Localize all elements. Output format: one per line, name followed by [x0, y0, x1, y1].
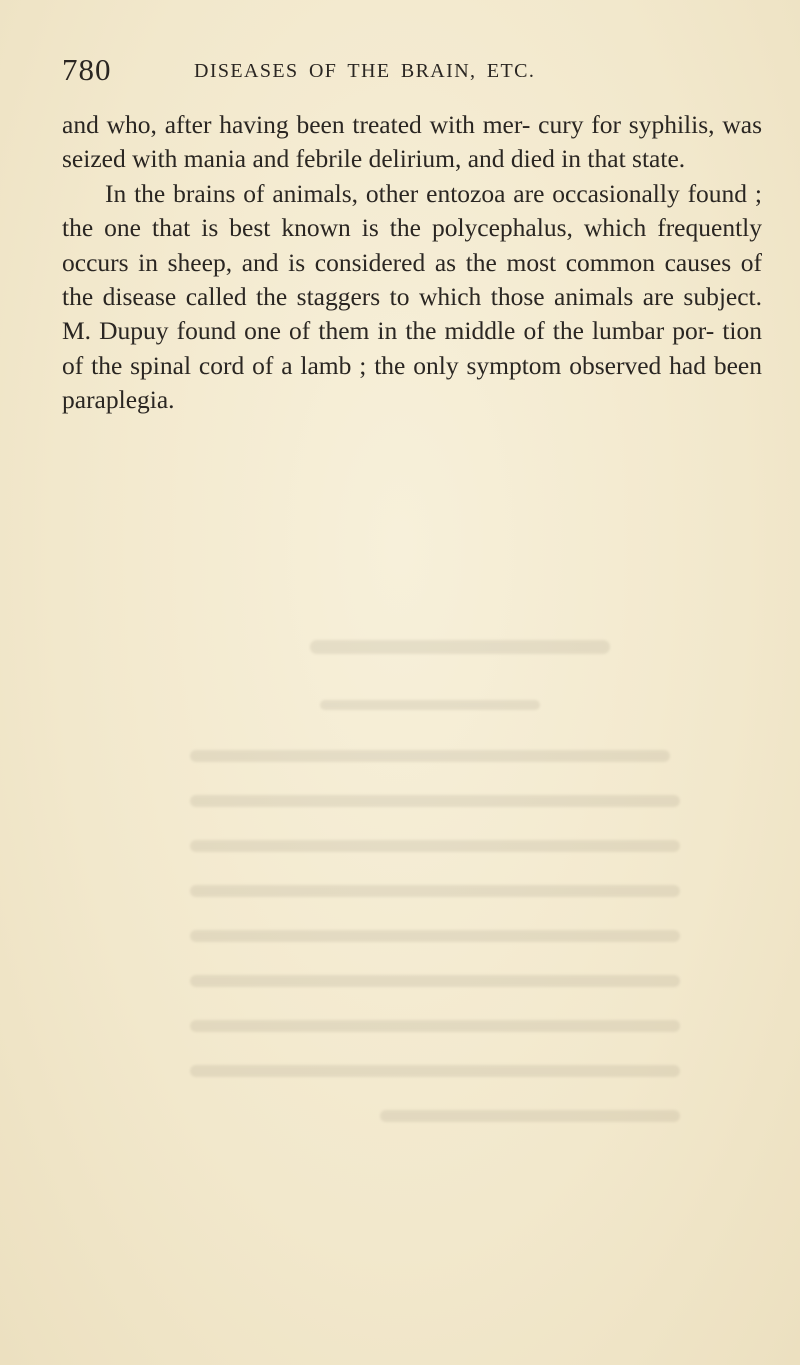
show-through-texture: [170, 630, 690, 1190]
paragraph-1: and who, after having been treated with mer- cury for syphilis, was seized with mania and febrile delirium, and died in that state.: [62, 110, 762, 174]
show-through-lines: [170, 630, 690, 1190]
paragraph-2: In the brains of animals, other entozoa are occasionally found ; the one that is best known is the polycephalus, which frequently occurs in sheep, and is considered as the most common causes of the disease called the staggers to which those animals are subject. M. Dupuy found one of them in the middle of the lumbar por- tion of the spinal cord of a lamb ; the only symptom observed had been paraplegia.: [62, 178, 762, 415]
running-head: [62, 52, 662, 92]
page-number: 780: [62, 52, 112, 87]
body-text: [62, 108, 762, 418]
running-head-title: DISEASES OF THE BRAIN, ETC.: [194, 60, 536, 82]
